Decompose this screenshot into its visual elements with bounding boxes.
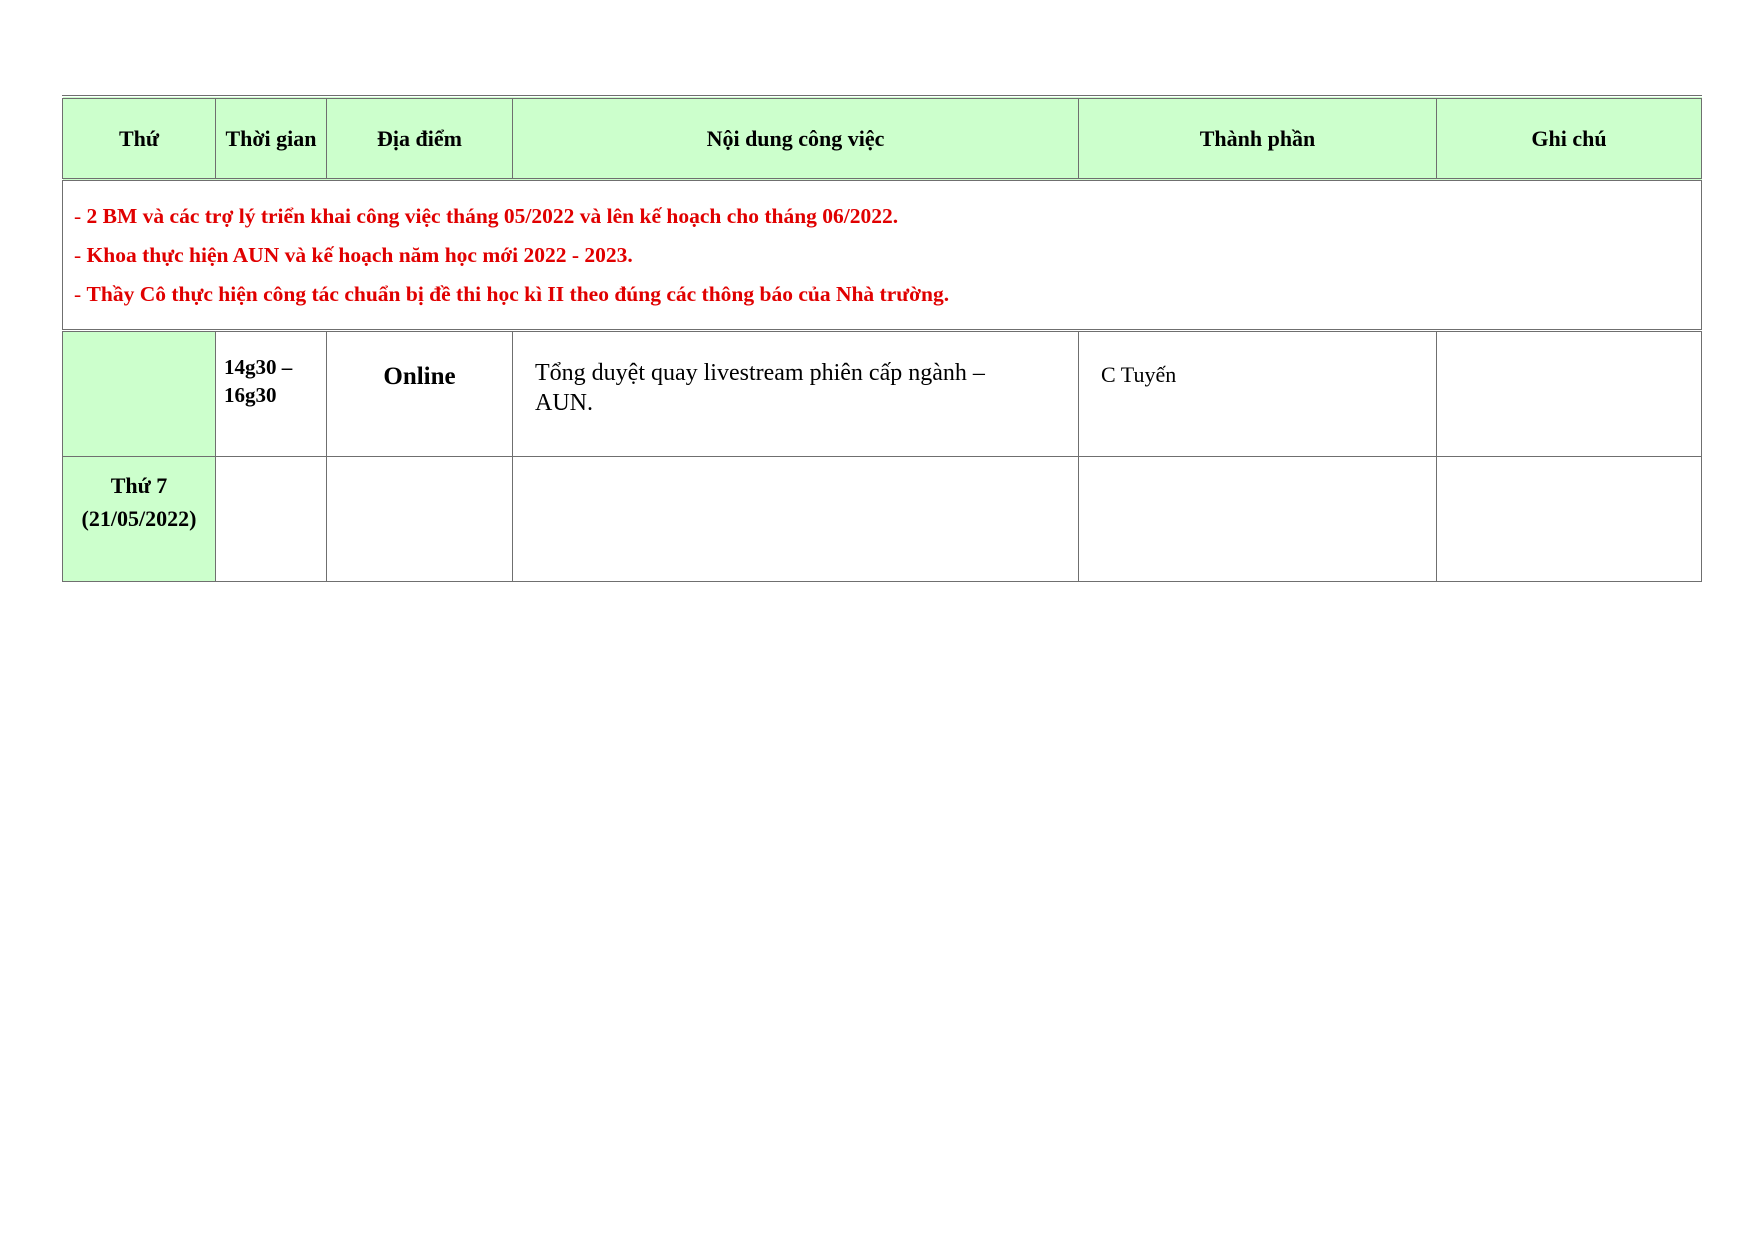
time-cell bbox=[216, 331, 327, 457]
content-cell bbox=[513, 457, 1079, 582]
notice-text: Thầy Cô thực hiện công tác chuẩn bị đề thi học kì II theo đúng các thông báo của Nhà trường. bbox=[86, 281, 950, 306]
notice-dash: - bbox=[74, 281, 87, 306]
notice-text: Khoa thực hiện AUN và kế hoạch năm học mới 2022 - 2023. bbox=[86, 242, 633, 267]
location-cell: Online bbox=[327, 331, 513, 457]
time-end: 16g30 bbox=[224, 383, 277, 407]
header-note: Ghi chú bbox=[1437, 97, 1702, 180]
content-cell bbox=[513, 331, 1079, 457]
table-row bbox=[63, 331, 1702, 457]
location-cell bbox=[327, 457, 513, 582]
members-cell: C Tuyến bbox=[1079, 331, 1437, 457]
day-label: Thứ 7 bbox=[110, 473, 168, 498]
notice-row bbox=[63, 180, 1702, 331]
notice-text: 2 BM và các trợ lý triển khai công việc tháng 05/2022 và lên kế hoạch cho tháng 06/2022. bbox=[86, 203, 899, 228]
time-start: 14g30 – bbox=[224, 355, 293, 379]
note-cell bbox=[1437, 457, 1702, 582]
content-line bbox=[535, 358, 1038, 388]
header-row bbox=[63, 97, 1702, 180]
members-cell bbox=[1079, 457, 1437, 582]
header-day: Thứ bbox=[63, 97, 216, 180]
table-row bbox=[63, 457, 1702, 582]
header-location: Địa điểm bbox=[327, 97, 513, 180]
notice-line bbox=[74, 236, 1701, 275]
notice-line bbox=[74, 275, 1701, 314]
day-cell bbox=[63, 331, 216, 457]
schedule-table bbox=[62, 95, 1702, 582]
header-content: Nội dung công việc bbox=[513, 97, 1079, 180]
notice-cell bbox=[63, 180, 1702, 331]
content-text: Tổng duyệt quay livestream phiên cấp ngành – bbox=[535, 360, 985, 386]
header-time: Thời gian bbox=[216, 97, 327, 180]
day-cell bbox=[63, 457, 216, 582]
notice-line bbox=[74, 197, 1701, 236]
time-cell bbox=[216, 457, 327, 582]
day-date: (21/05/2022) bbox=[81, 506, 197, 531]
content-line bbox=[535, 388, 1038, 418]
note-cell bbox=[1437, 331, 1702, 457]
notice-dash: - bbox=[74, 242, 87, 267]
content-text: AUN. bbox=[535, 390, 593, 416]
notice-dash: - bbox=[74, 203, 87, 228]
header-members: Thành phần bbox=[1079, 97, 1437, 180]
